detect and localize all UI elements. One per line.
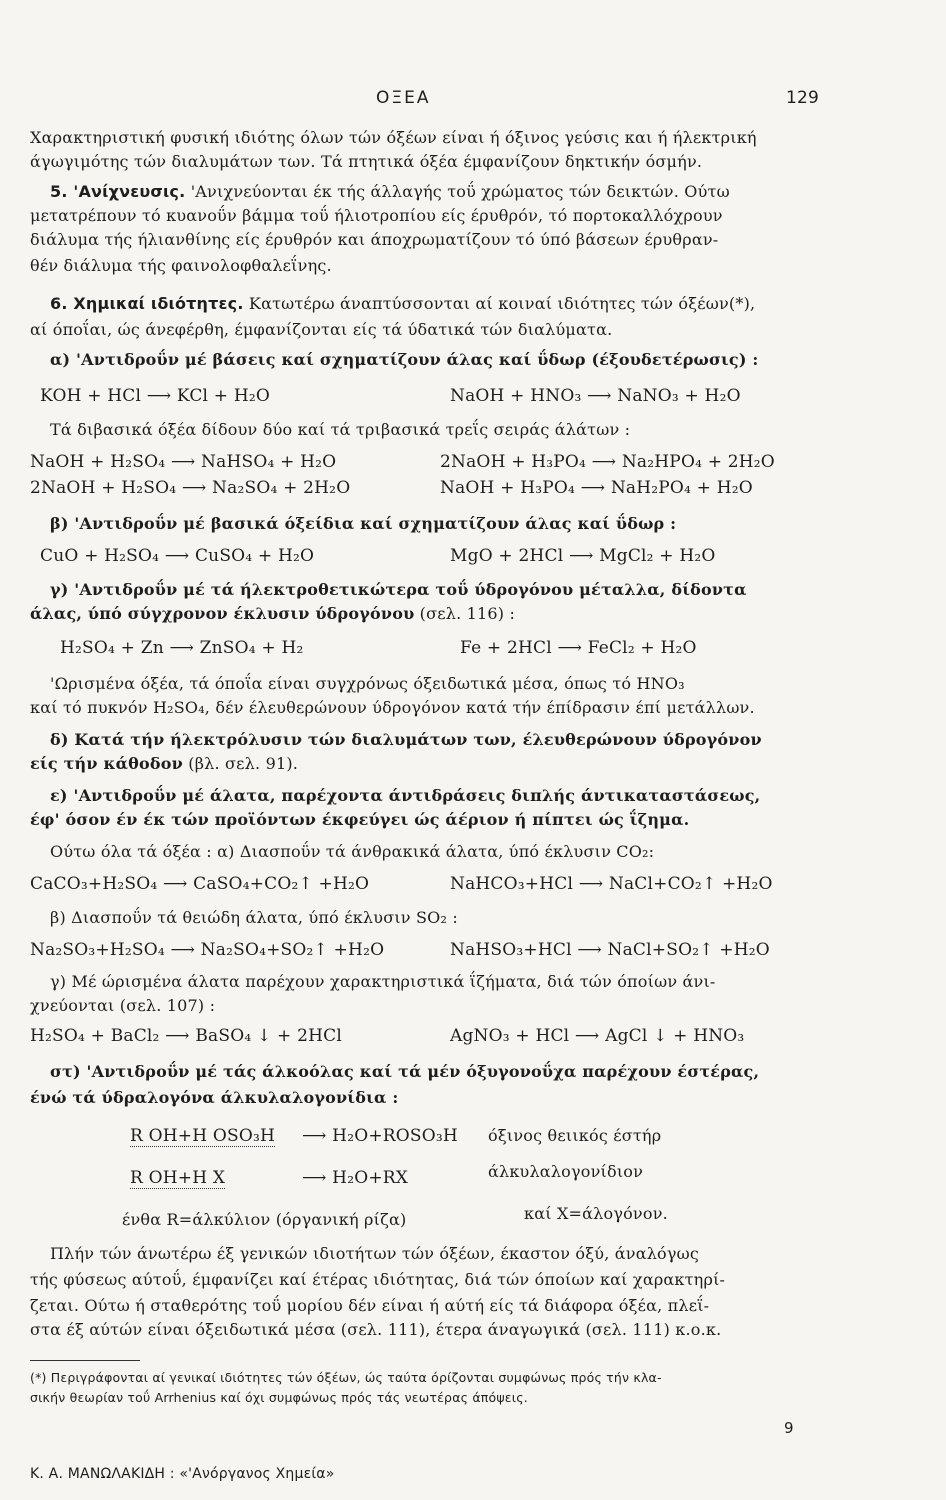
text-line: Τά διβασικά όξέα δίδουν δύο καί τά τριβασικά τρεΐς σειράς άλάτων : [50, 420, 631, 439]
footnote: (*) Περιγράφονται αί γενικαί ιδιότητες τών όξέων, ώς ταύτα όρίζονται συμφώνως πρός τήν κλα- [30, 1370, 662, 1385]
equation-reactants: R OH+H OSO₃H [130, 1126, 275, 1146]
text-line: αί όποΐαι, ώς άνεφέρθη, έμφανίζονται είς τά ύδατικά τών διαλύματα. [30, 320, 613, 339]
equation: Na₂SO₃+H₂SO₄ ⟶ Na₂SO₄+SO₂↑ +H₂O [30, 940, 385, 960]
book-footer: Κ. Α. ΜΑΝΩΛΑΚΙΔΗ : «'Ανόργανος Χημεία» [30, 1466, 335, 1482]
page-number: 129 [786, 88, 820, 108]
item-d-heading: δ) Κατά τήν ήλεκτρόλυσιν τών διαλυμάτων των, έλευθερώνουν ύδρογόνον [50, 730, 762, 749]
text-line: διάλυμα τής ήλιανθίνης είς έρυθρόν και άποχρωματίζουν τό ύπό βάσεων έρυθραν- [30, 230, 719, 249]
text-line: Ούτω όλα τά όξέα : α) Διασποΰν τά άνθρακικά άλατα, ύπό έκλυσιν CO₂: [50, 842, 655, 861]
equation: NaOH + H₃PO₄ ⟶ NaH₂PO₄ + H₂O [440, 478, 753, 498]
item-g-heading: γ) 'Αντιδροΰν μέ τά ήλεκτροθετικώτερα τοΰ ύδρογόνου μέταλλα, δίδοντα [50, 580, 747, 599]
text-line: θέν διάλυμα τής φαινολοφθαλεΐνης. [30, 256, 332, 275]
equation: NaOH + H₂SO₄ ⟶ NaHSO₄ + H₂O [30, 452, 337, 472]
equation: 2NaOH + H₃PO₄ ⟶ Na₂HPO₄ + 2H₂O [440, 452, 775, 472]
running-header-title: ΟΞΕΑ [376, 88, 431, 108]
text-span: (βλ. σελ. 91). [188, 754, 299, 773]
equation: NaHSO₃+HCl ⟶ NaCl+SO₂↑ +H₂O [450, 940, 770, 960]
text-span: (σελ. 116) : [419, 604, 516, 623]
equation: 2NaOH + H₂SO₄ ⟶ Na₂SO₄ + 2H₂O [30, 478, 351, 498]
text-line: στα έξ αύτών είναι όξειδωτικά μέσα (σελ. 111), έτερα άναγωγικά (σελ. 111) κ.ο.κ. [30, 1320, 722, 1339]
text-line: β) Διασποΰν τά θειώδη άλατα, ύπό έκλυσιν SO₂ : [50, 908, 458, 927]
item-b-heading: β) 'Αντιδροΰν μέ βασικά όξείδια καί σχηματίζουν άλας καί ΰδωρ : [50, 514, 677, 533]
text-line: ζεται. Ούτω ή σταθερότης τοΰ μορίου δέν είναι ή αύτή είς τά διάφορα όξέα, πλεΐ- [30, 1296, 710, 1315]
item-st-heading: στ) 'Αντιδροΰν μέ τάς άλκοόλας καί τά μέν όξυγονοΰχα παρέχουν έστέρας, [50, 1062, 760, 1081]
text-line: μετατρέπουν τό κυανοΰν βάμμα τοΰ ήλιοτροπίου είς έρυθρόν, τό πορτοκαλλόχρουν [30, 206, 723, 225]
section-heading: 6. Χημικαί ιδιότητες. [50, 294, 244, 313]
equation: CaCO₃+H₂SO₄ ⟶ CaSO₄+CO₂↑ +H₂O [30, 874, 370, 894]
footnote-rule [30, 1360, 140, 1361]
item-e-heading: ε) 'Αντιδροΰν μέ άλατα, παρέχοντα άντιδράσεις διπλής άντικαταστάσεως, [50, 786, 761, 805]
text-span: είς τήν κάθοδον [30, 754, 183, 773]
equation-reactants: R OH+H X [130, 1168, 226, 1188]
signature-mark: 9 [784, 1419, 794, 1437]
item-a-heading: α) 'Αντιδροΰν μέ βάσεις καί σχηματίζουν άλας καί ΰδωρ (έξουδετέρωσις) : [50, 350, 759, 369]
item-g-line [30, 604, 515, 624]
text-line: Χαρακτηριστική φυσική ιδιότης όλων τών όξέων είναι ή όξινος γεύσις και ή ήλεκτρική [30, 128, 757, 147]
equation: CuO + H₂SO₄ ⟶ CuSO₄ + H₂O [40, 546, 315, 566]
equation: H₂SO₄ + Zn ⟶ ZnSO₄ + H₂ [60, 638, 304, 658]
text-line: καί X=άλογόνον. [524, 1204, 668, 1223]
equation-label: άλκυλαλογονίδιον [488, 1162, 644, 1181]
text-line: γ) Μέ ώρισμένα άλατα παρέχουν χαρακτηριστικά ΐζήματα, διά τών όποίων άνι- [50, 972, 716, 991]
equation: Fe + 2HCl ⟶ FeCl₂ + H₂O [460, 638, 697, 658]
text-line: έφ' όσον έν έκ τών προϊόντων έκφεύγει ώς άέριον ή πίπτει ώς ΐζημα. [30, 810, 690, 829]
text-line: χνεύονται (σελ. 107) : [30, 996, 216, 1015]
equation: H₂SO₄ + BaCl₂ ⟶ BaSO₄ ↓ + 2HCl [30, 1026, 342, 1046]
text-line: 'Ωρισμένα όξέα, τά όποΐα είναι συγχρόνως όξειδωτικά μέσα, όπως τό HNO₃ [50, 674, 685, 693]
equation-label: όξινος θειικός έστήρ [488, 1126, 662, 1145]
text-line: καί τό πυκνόν H₂SO₄, δέν έλευθερώνουν ύδρογόνον κατά τήν έπίδρασιν έπί μετάλλων. [30, 698, 755, 717]
section-6 [50, 294, 755, 314]
section-heading: 5. 'Ανίχνευσις. [50, 182, 186, 201]
text-span: άλας, ύπό σύγχρονον έκλυσιν ύδρογόνου [30, 604, 415, 623]
text-line: Πλήν τών άνωτέρω έξ γενικών ιδιοτήτων τών όξέων, έκαστον όξύ, άναλόγως [50, 1244, 700, 1263]
equation: MgO + 2HCl ⟶ MgCl₂ + H₂O [450, 546, 716, 566]
text-line: τής φύσεως αύτοΰ, έμφανίζει καί έτέρας ιδιότητας, διά τών όποίων καί χαρακτηρί- [30, 1270, 726, 1289]
text-line: 'Ανιχνεύονται έκ τής άλλαγής τοΰ χρώματος τών δεικτών. Ούτω [190, 182, 730, 201]
text-line: άγωγιμότης τών διαλυμάτων των. Τά πτητικά όξέα έμφανίζουν δηκτικήν όσμήν. [30, 152, 703, 171]
text-line: Κατωτέρω άναπτύσσονται αί κοιναί ιδιότητες τών όξέων(*), [248, 294, 756, 313]
equation: NaOH + HNO₃ ⟶ NaNO₃ + H₂O [450, 386, 741, 406]
item-d-line [30, 754, 298, 774]
section-5 [50, 182, 730, 202]
equation-products: ⟶ H₂O+ROSO₃H [302, 1126, 458, 1146]
text-line: ένώ τά ύδραλογόνα άλκυλαλογονίδια : [30, 1088, 399, 1107]
text-line: ένθα R=άλκύλιον (όργανική ρίζα) [122, 1210, 407, 1229]
equation: AgNO₃ + HCl ⟶ AgCl ↓ + HNO₃ [450, 1026, 745, 1046]
equation: KOH + HCl ⟶ KCl + H₂O [40, 386, 271, 406]
equation-products: ⟶ H₂O+RX [302, 1168, 409, 1188]
footnote: σικήν θεωρίαν τοΰ Arrhenius καί όχι συμφώνως πρός τάς νεωτέρας άπόψεις. [30, 1390, 528, 1405]
equation: NaHCO₃+HCl ⟶ NaCl+CO₂↑ +H₂O [450, 874, 773, 894]
